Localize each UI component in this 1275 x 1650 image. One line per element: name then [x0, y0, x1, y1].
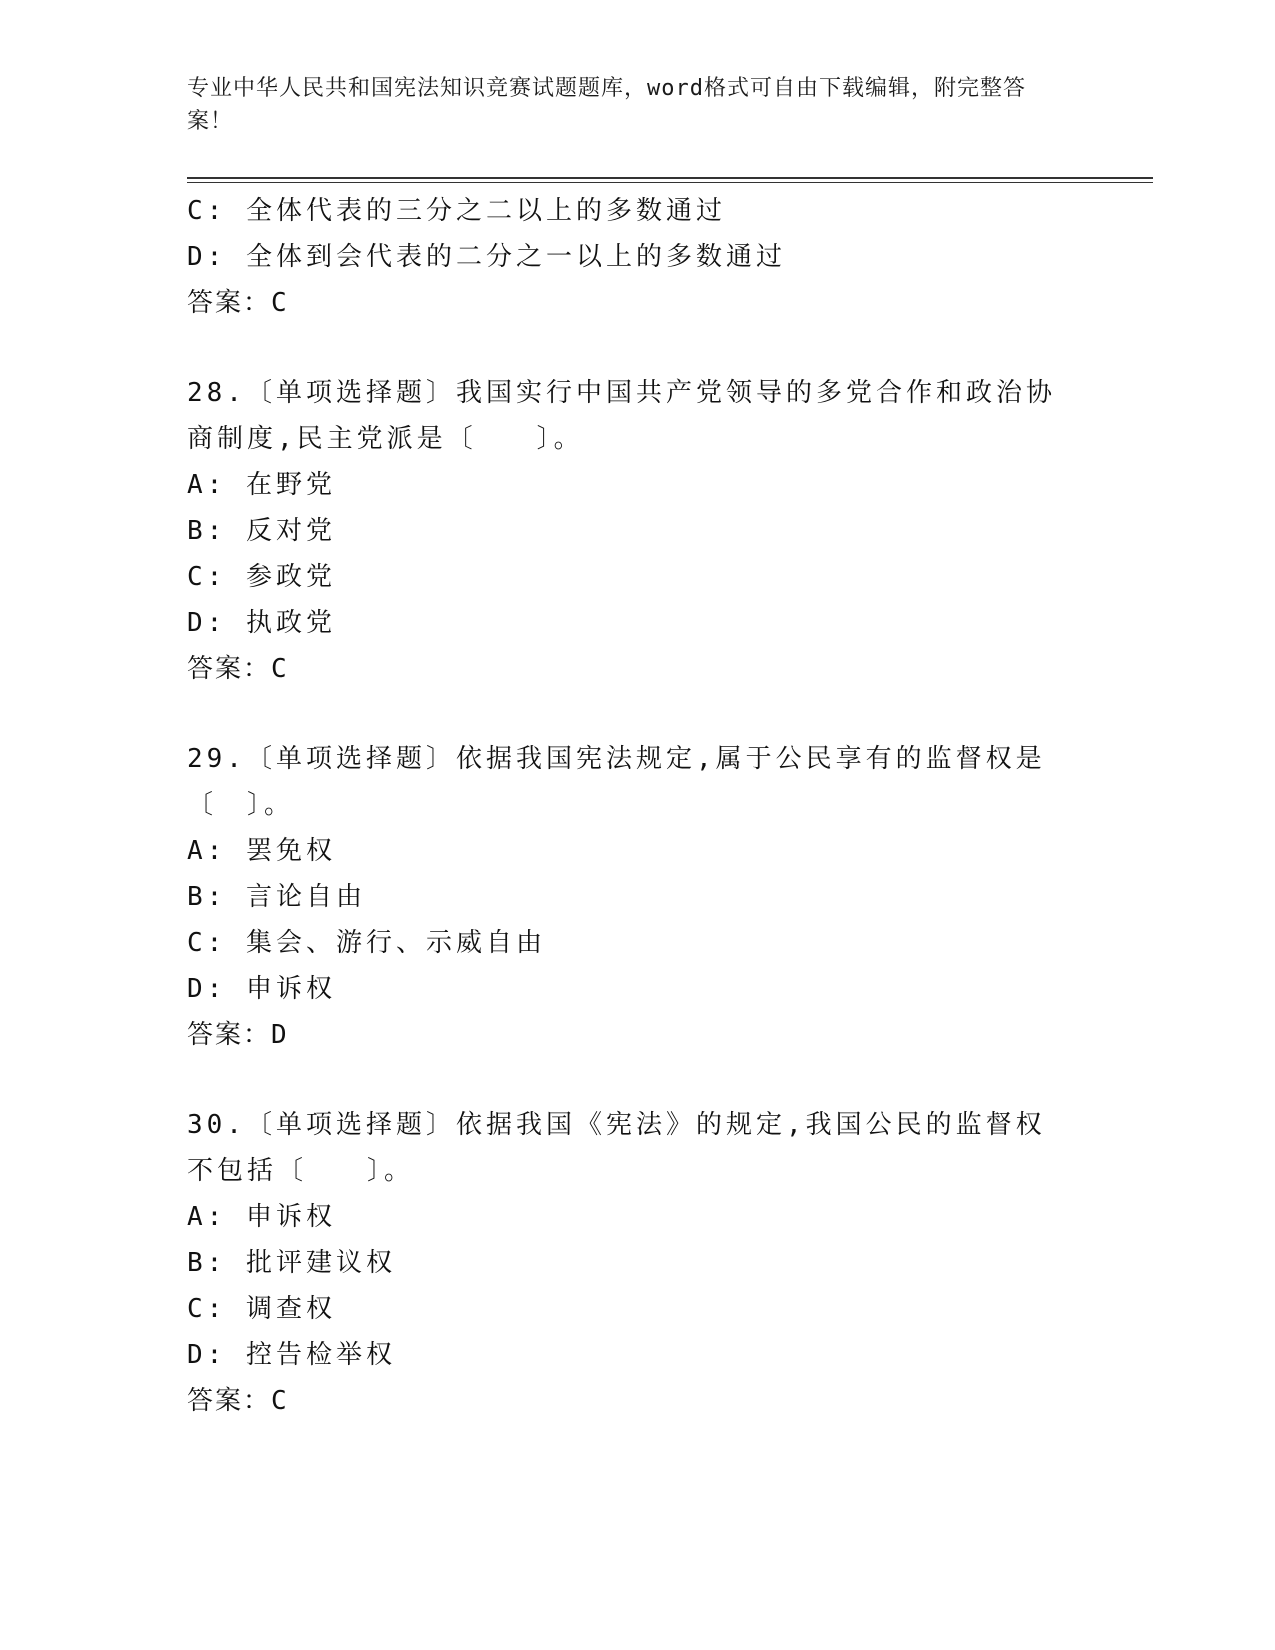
option-b: B: 批评建议权	[187, 1248, 396, 1278]
option-c: C: 参政党	[187, 562, 336, 592]
question-text: 29.〔单项选择题〕依据我国宪法规定,属于公民享有的监督权是〔 〕。	[187, 744, 1046, 820]
option-a: A: 申诉权	[187, 1202, 336, 1232]
option-d: D: 控告检举权	[187, 1340, 396, 1370]
header-text: 专业中华人民共和国宪法知识竞赛试题题库，word格式可自由下载编辑，附完整答案！	[187, 76, 1026, 134]
option-d: D: 申诉权	[187, 974, 336, 1004]
option-b: B: 反对党	[187, 516, 336, 546]
option-a: A: 罢免权	[187, 836, 336, 866]
page-header	[187, 72, 1067, 138]
option-d: D: 全体到会代表的二分之一以上的多数通过	[187, 242, 786, 272]
option-c: C: 集会、游行、示威自由	[187, 928, 546, 958]
document-body	[187, 188, 1107, 1424]
question-text: 30.〔单项选择题〕依据我国《宪法》的规定,我国公民的监督权不包括〔 〕。	[187, 1110, 1046, 1186]
answer: 答案：C	[187, 288, 289, 318]
prev-question	[187, 188, 1107, 326]
answer: 答案：D	[187, 1020, 289, 1050]
answer: 答案：C	[187, 1386, 289, 1416]
header-rule-thick	[187, 177, 1153, 179]
answer: 答案：C	[187, 654, 289, 684]
option-c: C: 调查权	[187, 1294, 336, 1324]
header-rule-thin	[187, 182, 1153, 183]
option-c: C: 全体代表的三分之二以上的多数通过	[187, 196, 726, 226]
question-text: 28.〔单项选择题〕我国实行中国共产党领导的多党合作和政治协商制度,民主党派是〔 〕。	[187, 378, 1056, 454]
question-29	[187, 736, 1107, 1058]
question-28	[187, 370, 1107, 692]
option-a: A: 在野党	[187, 470, 336, 500]
question-30	[187, 1102, 1107, 1424]
option-d: D: 执政党	[187, 608, 336, 638]
option-b: B: 言论自由	[187, 882, 366, 912]
